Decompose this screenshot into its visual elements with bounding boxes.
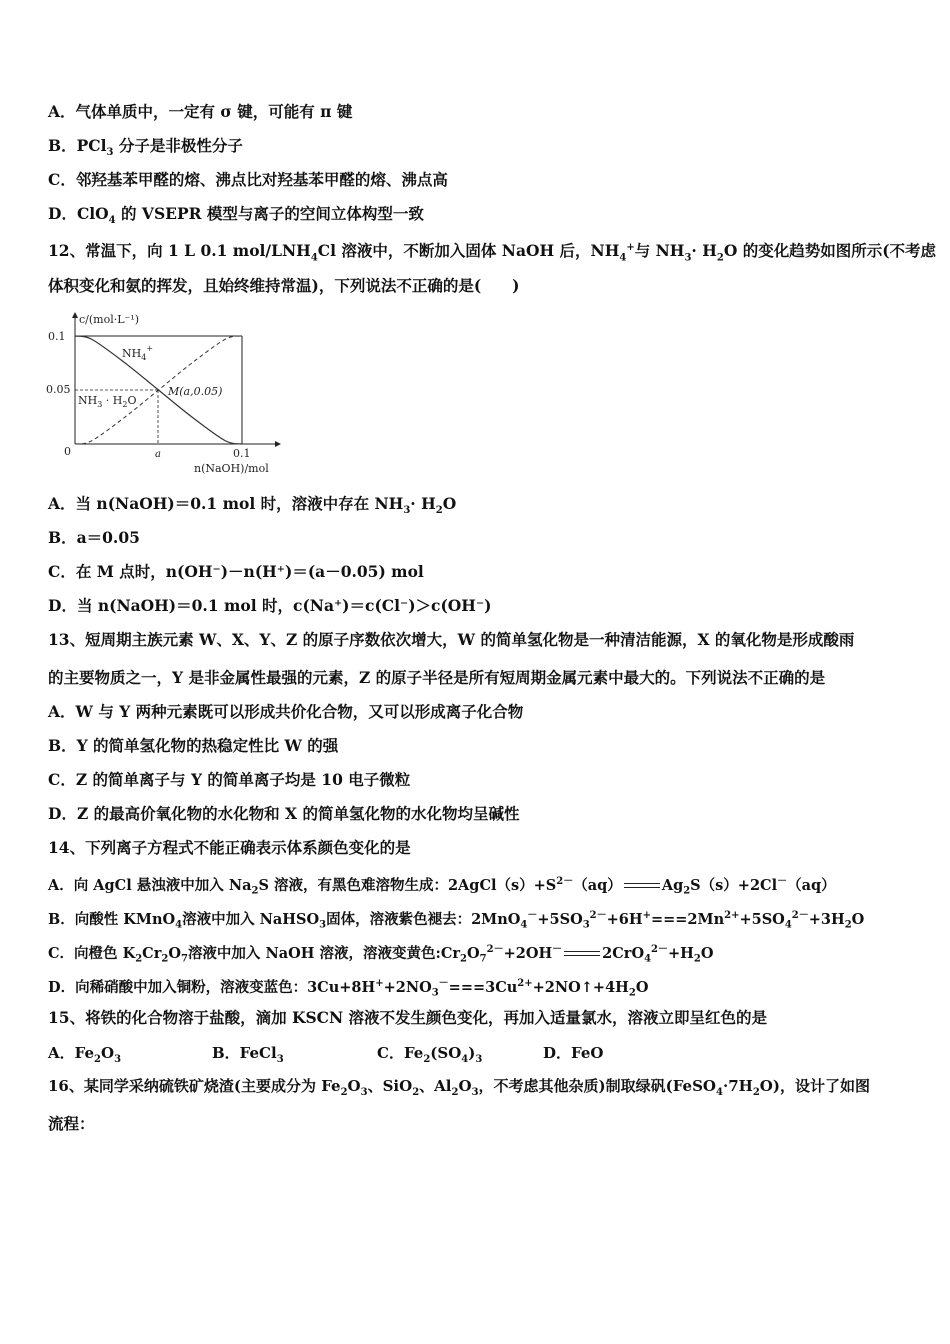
q15-option-c: C．$Fe_2(SO_4)_3$ (377, 1044, 483, 1065)
q11-option-b: B．PCl$_3$ 分子是非极性分子 (48, 136, 243, 159)
q14-option-d: D．向稀硝酸中加入铜粉，溶液变蓝色：$3Cu+8H^++2NO_3^-===3Cu^{2+}+2NO↑+4H_2O$ (48, 978, 649, 999)
q13-option-b: B．Y 的简单氢化物的热稳定性比 W 的强 (48, 736, 339, 755)
q11-option-c: C．邻羟基苯甲醛的熔、沸点比对羟基苯甲醛的熔、沸点高 (48, 170, 448, 189)
y-axis-title: c/(mol·L⁻¹) (79, 313, 140, 326)
q13-option-c: C．Z 的简单离子与 Y 的简单离子均是 10 电子微粒 (48, 770, 411, 789)
x-axis-arrow (275, 441, 281, 447)
q11-option-a: A．气体单质中，一定有 σ 键，可能有 π 键 (48, 102, 353, 121)
q12-option-c: C．在 M 点时，n(OH⁻)－n(H⁺)＝(a－0.05) mol (48, 562, 424, 581)
y-axis-arrow (72, 312, 78, 318)
q14-option-c: C．向橙色 $K_2Cr_2O_7$溶液中加入 NaOH 溶液，溶液变黄色$:Cr_2O_7^{2-}+2OH^-$ $2CrO_4^{2-}+H_2O$ (48, 944, 714, 965)
q14-stem: 14、下列离子方程式不能正确表示体系颜色变化的是 (48, 838, 411, 857)
q12-option-a: A．当 n(NaOH)＝0.1 mol 时，溶液中存在 $NH_3\cdot H_2O$ (48, 494, 457, 517)
y-tick-0-05: 0.05 (46, 383, 71, 396)
x-tick-0-1: 0.1 (233, 447, 251, 460)
concentration-chart (44, 312, 284, 480)
nh4-label: $NH_4^+$ (122, 344, 154, 362)
equilibrium-arrow (564, 949, 600, 959)
q12-option-d: D．当 n(NaOH)＝0.1 mol 时，c(Na⁺)＝c(Cl⁻)＞c(OH⁻) (48, 596, 492, 615)
q16-stem-line2: 流程： (48, 1114, 95, 1133)
m-point-label: M(a,0.05) (168, 385, 223, 398)
q12-stem-line1: 12、常温下，向 1 L 0.1 mol/$LNH_4Cl$ 溶液中，不断加入固体 NaOH 后，$NH_4^+$与 $NH_3\cdot H_2O$ 的变化趋势如图所示(不考虑 (48, 241, 937, 264)
q14-option-b: B．向酸性 KMnO$_4$溶液中加入 NaHSO$_3$固体，溶液紫色褪去：$2MnO_4^-+5SO_3^{2-}+6H^+===2Mn^{2+}+5SO_4^{2-}+3H_2O$ (48, 910, 865, 931)
q13-option-a: A．W 与 Y 两种元素既可以形成共价化合物，又可以形成离子化合物 (48, 702, 524, 721)
q12-stem-line2: 体积变化和氨的挥发，且始终维持常温)，下列说法不正确的是( ) (48, 276, 520, 295)
q13-stem-line2: 的主要物质之一，Y 是非金属性最强的元素，Z 的原子半径是所有短周期金属元素中最大的。下列说法不正确的是 (48, 668, 826, 687)
q16-stem-line1: 16、某同学采纳硫铁矿烧渣(主要成分为 $Fe_2O_3$、SiO$_2$、$Al_2O_3$，不考虑其他杂质)制取绿矾$(FeSO_4\cdot 7H_2O)$，设计了如图 (48, 1077, 870, 1098)
q12-option-b: B．a＝0.05 (48, 528, 140, 547)
q13-stem-line1: 13、短周期主族元素 W、X、Y、Z 的原子序数依次增大，W 的简单氢化物是一种清洁能源，X 的氧化物是形成酸雨 (48, 630, 855, 649)
q15-option-b: B．FeCl$_3$ (212, 1044, 284, 1065)
y-tick-0: 0 (64, 445, 71, 458)
x-tick-a: a (155, 449, 161, 460)
q15-stem: 15、将铁的化合物溶于盐酸，滴加 KSCN 溶液不发生颜色变化，再加入适量氯水，溶液立即呈红色的是 (48, 1008, 768, 1027)
q13-option-d: D．Z 的最高价氧化物的水化物和 X 的简单氢化物的水化物均呈碱性 (48, 804, 520, 823)
q11-option-d: D．ClO$_4$ 的 VSEPR 模型与离子的空间立体构型一致 (48, 204, 424, 227)
q14-option-a: A．向 AgCl 悬浊液中加入 $Na_2S$ 溶液，有黑色难溶物生成：$2AgCl(s)+S^{2-}(aq)$ $Ag_2S(s)+2Cl^-(aq)$ (48, 876, 836, 897)
nh3-label: $NH_3 \cdot H_2O$ (78, 394, 137, 409)
y-tick-0-1: 0.1 (48, 330, 66, 343)
q15-option-d: D．FeO (543, 1044, 604, 1062)
equilibrium-arrow (624, 881, 660, 891)
q15-option-a: A．$Fe_2O_3$ (48, 1044, 122, 1065)
q15-options (48, 1042, 603, 1065)
x-axis-title: n(NaOH)/mol (194, 462, 269, 475)
